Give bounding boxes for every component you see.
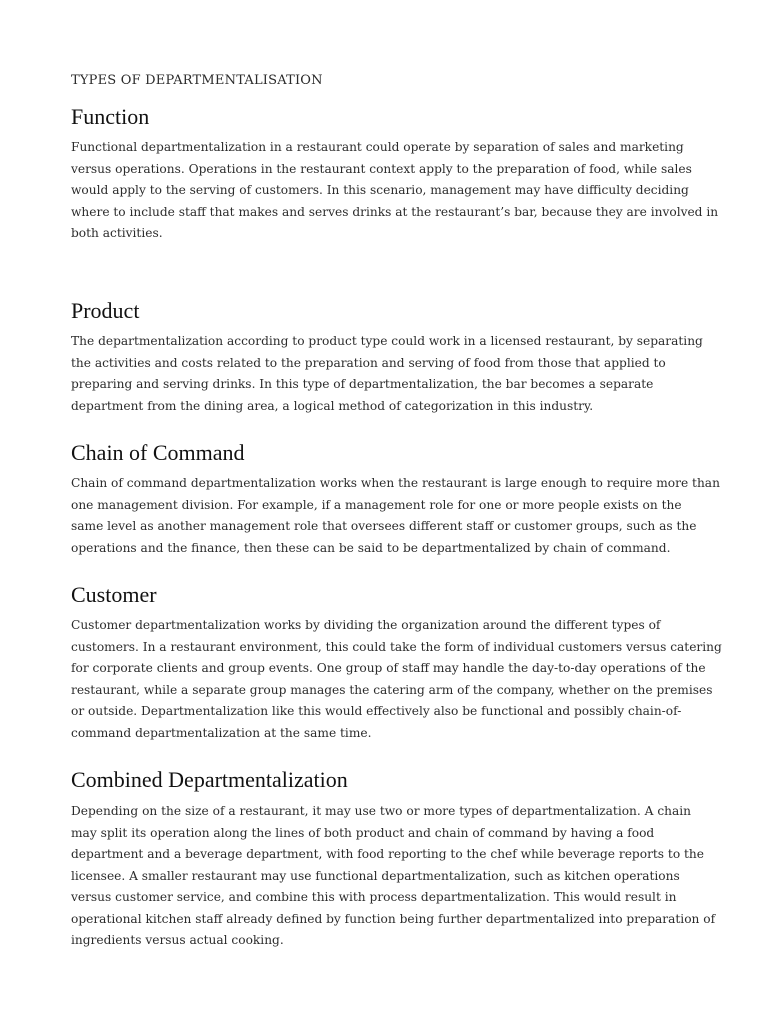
heading-customer: Customer xyxy=(71,582,157,607)
paragraph-line: Functional departmentalization in a restaurant could operate by separation of sales and marketing xyxy=(71,140,684,154)
paragraph-line: operations and the finance, then these can be said to be departmentalized by chain of command. xyxy=(71,540,671,555)
paragraph-line: department from the dining area, a logical method of categorization in this industry. xyxy=(71,398,594,413)
paragraph-line: customers. In a restaurant environment, this could take the form of individual customers versus catering xyxy=(71,639,722,654)
paragraph-line: preparing and serving drinks. In this type of departmentalization, the bar becomes a separate xyxy=(71,377,654,391)
paragraph-combined-departmentalization xyxy=(71,801,716,952)
paragraph-line: the activities and costs related to the preparation and serving of food from those that applied to xyxy=(71,355,666,370)
paragraph-line: command departmentalization at the same time. xyxy=(71,725,372,740)
paragraph-function xyxy=(71,137,719,245)
document-title: TYPES OF DEPARTMENTALISATION xyxy=(71,73,323,88)
paragraph-line: licensee. A smaller restaurant may use functional departmentalization, such as kitchen operations xyxy=(71,868,680,883)
heading-product: Product xyxy=(71,298,140,323)
paragraph-line: operational kitchen staff already defined by function being further departmentalized into preparation of xyxy=(71,911,716,926)
paragraph-customer xyxy=(71,615,722,744)
paragraph-line: Depending on the size of a restaurant, it may use two or more types of departmentalization. A chain xyxy=(71,804,692,818)
paragraph-line: department and a beverage department, with food reporting to the chef while beverage reports to the xyxy=(71,847,704,861)
paragraph-product xyxy=(71,331,701,417)
paragraph-line: same level as another management role that oversees different staff or customer groups, such as the xyxy=(71,519,697,533)
paragraph-line: both activities. xyxy=(71,226,163,240)
paragraph-line: ingredients versus actual cooking. xyxy=(71,933,284,947)
paragraph-line: would apply to the serving of customers. In this scenario, management may have difficulty deciding xyxy=(71,183,689,197)
paragraph-line: restaurant, while a separate group manages the catering arm of the company, whether on the premises xyxy=(71,682,713,697)
paragraph-line: The departmentalization according to product type could work in a licensed restaurant, by separating xyxy=(71,334,703,348)
paragraph-line: versus operations. Operations in the restaurant context apply to the preparation of food, while sales xyxy=(71,161,692,176)
paragraph-line: for corporate clients and group events. One group of staff may handle the day-to-day operations of the xyxy=(71,661,706,675)
heading-function: Function xyxy=(71,104,150,129)
heading-chain-of-command: Chain of Command xyxy=(71,440,245,465)
heading-combined-departmentalization: Combined Departmentalization xyxy=(71,767,348,792)
paragraph-line: or outside. Departmentalization like this would effectively also be functional and possibly chain-of- xyxy=(71,704,682,718)
paragraph-chain-of-command xyxy=(71,473,720,559)
paragraph-line: one management division. For example, if a management role for one or more people exists on the xyxy=(71,497,682,512)
paragraph-line: Customer departmentalization works by dividing the organization around the different types of xyxy=(71,618,661,632)
paragraph-line: versus customer service, and combine this with process departmentalization. This would result in xyxy=(71,890,677,904)
paragraph-line: where to include staff that makes and serves drinks at the restaurant’s bar, because they are involved in xyxy=(71,204,719,219)
paragraph-line: may split its operation along the lines of both product and chain of command by having a food xyxy=(71,825,655,840)
paragraph-line: Chain of command departmentalization works when the restaurant is large enough to require more than xyxy=(71,476,720,490)
